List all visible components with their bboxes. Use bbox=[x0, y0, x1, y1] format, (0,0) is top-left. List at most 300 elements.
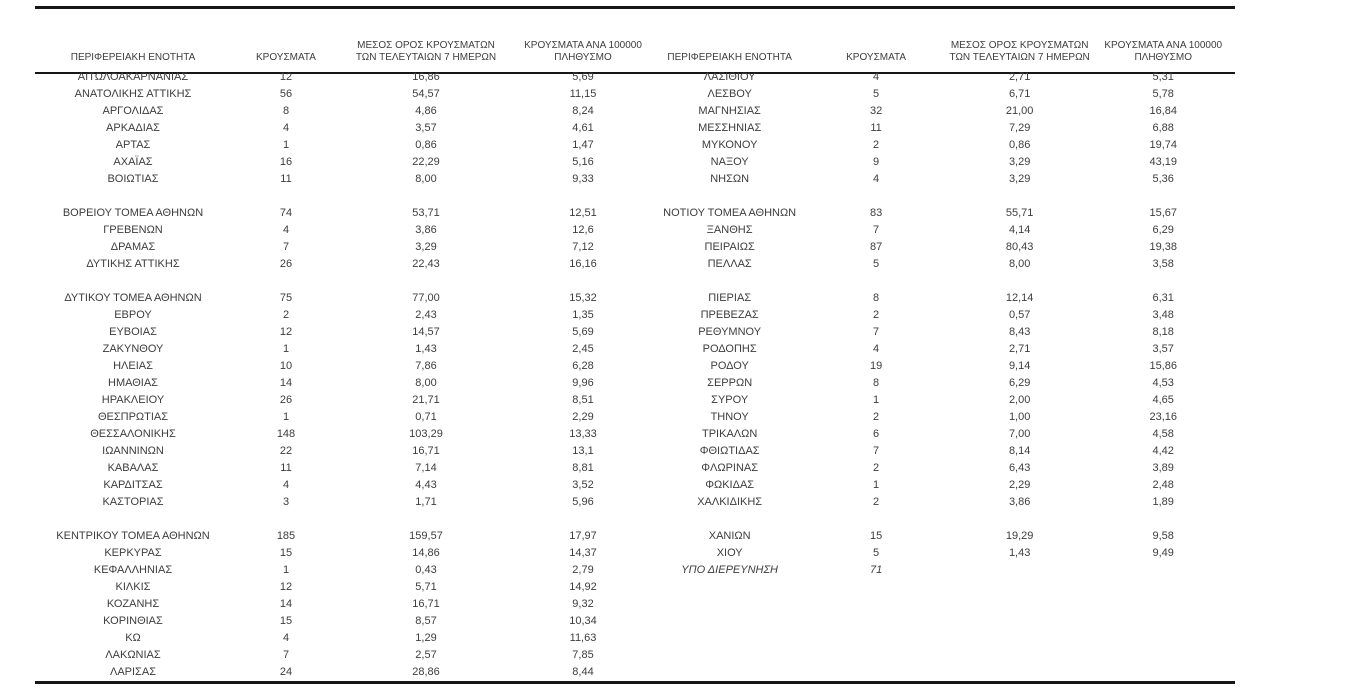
cell-cases: 5 bbox=[873, 258, 880, 270]
header-per100k-line1: ΚΡΟΥΣΜΑΤΑ ΑΝΑ 100000 bbox=[1104, 40, 1223, 51]
table-row bbox=[35, 579, 655, 596]
cell-avg: 1,43 bbox=[1008, 547, 1031, 559]
spacer-row bbox=[35, 188, 655, 205]
cell-per: 9,33 bbox=[572, 173, 594, 185]
table-right-header bbox=[655, 0, 1235, 69]
cell-avg: 8,00 bbox=[415, 377, 437, 389]
cell-region: ΧΑΝΙΩΝ bbox=[708, 530, 751, 542]
cell-avg: 7,86 bbox=[415, 360, 437, 372]
table-row bbox=[35, 545, 655, 562]
table-row bbox=[35, 613, 655, 630]
table-row bbox=[35, 596, 655, 613]
cell-per: 7,85 bbox=[572, 649, 594, 661]
cell-cases: 4 bbox=[282, 122, 290, 134]
cell-cases: 71 bbox=[869, 564, 883, 576]
cell-region: ΝΗΣΩΝ bbox=[710, 173, 750, 185]
cell-avg: 21,00 bbox=[1005, 105, 1034, 117]
cell-cases: 8 bbox=[282, 105, 290, 117]
cell-cases: 22 bbox=[279, 445, 293, 457]
spacer-row bbox=[655, 188, 1235, 205]
table-row bbox=[35, 477, 655, 494]
cell-avg: 4,14 bbox=[1008, 224, 1031, 236]
header-avg7days-line1: ΜΕΣΟΣ ΟΡΟΣ ΚΡΟΥΣΜΑΤΩΝ bbox=[950, 40, 1089, 51]
header-per100k-line2: ΠΛΗΘΥΣΜΟ bbox=[1134, 52, 1192, 63]
cell-avg: 0,57 bbox=[1008, 309, 1031, 321]
cell-region: ΔΥΤΙΚΗΣ ΑΤΤΙΚΗΣ bbox=[86, 258, 180, 270]
cell-cases: 26 bbox=[279, 394, 293, 406]
cell-region: ΝΟΤΙΟΥ ΤΟΜΕΑ ΑΘΗΝΩΝ bbox=[663, 207, 797, 219]
cell-per: 3,89 bbox=[1152, 462, 1174, 474]
cell-avg: 1,00 bbox=[1008, 411, 1031, 423]
cell-avg: 8,00 bbox=[1008, 258, 1031, 270]
cell-avg: 2,71 bbox=[1008, 343, 1031, 355]
cell-per: 13,1 bbox=[572, 445, 594, 457]
cell-cases: 3 bbox=[282, 496, 290, 508]
header-avg7days-line2: ΤΩΝ ΤΕΛΕΥΤΑΙΩΝ 7 ΗΜΕΡΩΝ bbox=[949, 52, 1090, 63]
cell-per: 5,69 bbox=[572, 71, 594, 83]
cell-per: 10,34 bbox=[569, 615, 597, 627]
table-row bbox=[35, 630, 655, 647]
table-row bbox=[655, 324, 1235, 341]
header-per100k-line2: ΠΛΗΘΥΣΜΟ bbox=[554, 52, 612, 63]
table-right-body bbox=[655, 69, 1235, 579]
table-row bbox=[655, 86, 1235, 103]
cell-per: 17,97 bbox=[569, 530, 597, 542]
cell-cases: 7 bbox=[873, 445, 880, 457]
cell-per: 1,47 bbox=[572, 139, 594, 151]
cell-cases: 12 bbox=[279, 326, 293, 338]
cell-region: ΘΕΣΣΑΛΟΝΙΚΗΣ bbox=[90, 428, 176, 440]
cell-cases: 11 bbox=[280, 462, 292, 474]
cell-cases: 75 bbox=[279, 292, 293, 304]
table-row bbox=[35, 222, 655, 239]
cell-per: 16,16 bbox=[569, 258, 597, 270]
cell-avg: 3,29 bbox=[1008, 173, 1031, 185]
cell-avg: 0,43 bbox=[415, 564, 437, 576]
table-row bbox=[655, 307, 1235, 324]
cell-avg: 3,57 bbox=[415, 122, 437, 134]
table-row bbox=[655, 443, 1235, 460]
spacer-row bbox=[655, 511, 1235, 528]
cell-avg: 6,71 bbox=[1008, 88, 1031, 100]
cell-cases: 15 bbox=[279, 547, 293, 559]
cell-avg: 3,86 bbox=[415, 224, 437, 236]
cell-region: ΤΡΙΚΑΛΩΝ bbox=[702, 428, 758, 440]
table-row bbox=[35, 392, 655, 409]
cell-per: 6,28 bbox=[572, 360, 594, 372]
cell-cases: 12 bbox=[279, 581, 293, 593]
cell-cases: 83 bbox=[869, 207, 883, 219]
cell-per: 5,78 bbox=[1152, 88, 1174, 100]
cell-avg: 3,29 bbox=[415, 241, 437, 253]
cell-region: ΒΟΙΩΤΙΑΣ bbox=[107, 173, 159, 185]
cell-region: ΛΑΣΙΘΙΟΥ bbox=[703, 71, 756, 83]
cell-avg: 2,29 bbox=[1008, 479, 1031, 491]
cell-avg: 8,00 bbox=[415, 173, 437, 185]
table-row bbox=[655, 205, 1235, 222]
cell-region: ΠΕΙΡΑΙΩΣ bbox=[704, 241, 755, 253]
table-row bbox=[35, 137, 655, 154]
table-row bbox=[35, 154, 655, 171]
cell-per bbox=[1091, 562, 1235, 579]
cell-avg: 3,29 bbox=[1008, 156, 1031, 168]
cell-cases: 2 bbox=[873, 411, 880, 423]
cell-region: ΑΝΑΤΟΛΙΚΗΣ ΑΤΤΙΚΗΣ bbox=[74, 88, 192, 100]
cell-region: ΚΟΖΑΝΗΣ bbox=[106, 598, 160, 610]
table-row bbox=[655, 392, 1235, 409]
header-avg7days bbox=[948, 40, 1092, 69]
cell-cases: 148 bbox=[276, 428, 296, 440]
cell-region: ΜΥΚΟΝΟΥ bbox=[701, 139, 758, 151]
cell-avg: 22,29 bbox=[412, 156, 440, 168]
cell-region: ΠΡΕΒΕΖΑΣ bbox=[700, 309, 759, 321]
table-row bbox=[35, 239, 655, 256]
cell-cases: 9 bbox=[873, 156, 880, 168]
cell-avg: 1,71 bbox=[415, 496, 437, 508]
cell-per: 4,58 bbox=[1152, 428, 1174, 440]
cell-avg: 55,71 bbox=[1005, 207, 1034, 219]
cell-cases: 2 bbox=[873, 496, 880, 508]
cell-per: 5,31 bbox=[1152, 71, 1174, 83]
cell-region: ΛΑΚΩΝΙΑΣ bbox=[105, 649, 161, 661]
cell-per: 8,44 bbox=[572, 666, 594, 678]
cell-region: ΚΕΦΑΛΛΗΝΙΑΣ bbox=[93, 564, 173, 576]
table-row bbox=[35, 647, 655, 664]
header-region: ΠΕΡΙΦΕΡΕΙΑΚΗ ΕΝΟΤΗΤΑ bbox=[70, 52, 196, 63]
header-avg7days-line1: ΜΕΣΟΣ ΟΡΟΣ ΚΡΟΥΣΜΑΤΩΝ bbox=[357, 40, 495, 51]
cell-per: 6,88 bbox=[1152, 122, 1174, 134]
table-row bbox=[35, 256, 655, 273]
cell-region: ΔΥΤΙΚΟΥ ΤΟΜΕΑ ΑΘΗΝΩΝ bbox=[64, 292, 202, 304]
cell-region: ΚΑΡΔΙΤΣΑΣ bbox=[103, 479, 163, 491]
cell-per: 19,74 bbox=[1149, 139, 1177, 151]
cell-per: 3,58 bbox=[1152, 258, 1174, 270]
table-row bbox=[35, 409, 655, 426]
table-row bbox=[35, 664, 655, 681]
cell-cases: 5 bbox=[873, 547, 880, 559]
cell-cases: 1 bbox=[282, 411, 290, 423]
table-row bbox=[655, 103, 1235, 120]
cell-cases: 8 bbox=[873, 377, 880, 389]
table-row bbox=[35, 341, 655, 358]
cell-region: ΑΡΓΟΛΙΔΑΣ bbox=[102, 105, 164, 117]
cell-avg: 159,57 bbox=[409, 530, 443, 542]
table-row bbox=[655, 562, 1235, 579]
cell-cases: 6 bbox=[873, 428, 880, 440]
cell-cases: 185 bbox=[276, 530, 296, 542]
table-row bbox=[655, 120, 1235, 137]
spacer-row bbox=[35, 511, 655, 528]
table-row bbox=[655, 528, 1235, 545]
cell-per: 11,15 bbox=[569, 88, 597, 100]
table-row bbox=[655, 494, 1235, 511]
header-region: ΠΕΡΙΦΕΡΕΙΑΚΗ ΕΝΟΤΗΤΑ bbox=[667, 52, 792, 63]
cell-region: ΑΧΑΪΑΣ bbox=[113, 156, 153, 168]
cell-per: 8,51 bbox=[572, 394, 594, 406]
cell-region: ΖΑΚΥΝΘΟΥ bbox=[102, 343, 164, 355]
cell-avg: 2,00 bbox=[1008, 394, 1031, 406]
cell-per: 1,89 bbox=[1152, 496, 1174, 508]
cell-cases: 11 bbox=[280, 173, 292, 185]
table-row bbox=[35, 324, 655, 341]
cell-cases: 74 bbox=[279, 207, 293, 219]
cell-per: 5,16 bbox=[572, 156, 594, 168]
cell-region: ΚΑΣΤΟΡΙΑΣ bbox=[102, 496, 164, 508]
cell-per: 4,61 bbox=[572, 122, 594, 134]
table-row bbox=[35, 307, 655, 324]
cell-cases: 4 bbox=[282, 224, 290, 236]
table-row bbox=[655, 460, 1235, 477]
cell-per: 3,52 bbox=[572, 479, 594, 491]
table-row bbox=[655, 290, 1235, 307]
cell-cases: 11 bbox=[870, 122, 882, 134]
cell-region: ΠΙΕΡΙΑΣ bbox=[708, 292, 752, 304]
table-row bbox=[655, 137, 1235, 154]
cell-cases: 26 bbox=[279, 258, 293, 270]
cell-avg: 0,86 bbox=[1008, 139, 1031, 151]
table-row bbox=[35, 528, 655, 545]
table-row bbox=[655, 477, 1235, 494]
cell-cases: 2 bbox=[873, 462, 880, 474]
cell-region: ΧΑΛΚΙΔΙΚΗΣ bbox=[697, 496, 763, 508]
cell-avg: 4,86 bbox=[415, 105, 437, 117]
cell-per: 15,32 bbox=[569, 292, 597, 304]
cell-avg: 7,00 bbox=[1008, 428, 1031, 440]
cell-region: ΑΡΤΑΣ bbox=[115, 139, 151, 151]
cell-region: ΚΑΒΑΛΑΣ bbox=[107, 462, 159, 474]
cell-avg: 8,57 bbox=[415, 615, 437, 627]
cell-avg: 54,57 bbox=[412, 88, 440, 100]
cell-per: 6,29 bbox=[1152, 224, 1174, 236]
cell-per: 43,19 bbox=[1149, 156, 1177, 168]
table-row bbox=[655, 222, 1235, 239]
cell-cases: 32 bbox=[869, 105, 883, 117]
bottom-rule bbox=[35, 681, 1235, 684]
cell-avg: 14,86 bbox=[412, 547, 440, 559]
cell-per: 23,16 bbox=[1149, 411, 1177, 423]
cell-region: ΘΕΣΠΡΩΤΙΑΣ bbox=[97, 411, 169, 423]
cell-cases: 7 bbox=[282, 649, 290, 661]
cell-avg: 16,71 bbox=[412, 445, 440, 457]
cell-region: ΣΥΡΟΥ bbox=[711, 394, 749, 406]
cell-avg: 0,86 bbox=[415, 139, 437, 151]
cell-avg: 5,71 bbox=[415, 581, 437, 593]
cell-per: 19,38 bbox=[1149, 241, 1177, 253]
regional-cases-tables bbox=[35, 0, 1235, 681]
header-cases: ΚΡΟΥΣΜΑΤΑ bbox=[846, 52, 907, 63]
cell-region: ΗΜΑΘΙΑΣ bbox=[108, 377, 158, 389]
cell-avg: 53,71 bbox=[412, 207, 440, 219]
cell-avg: 12,14 bbox=[1005, 292, 1034, 304]
table-row bbox=[35, 69, 655, 86]
table-row bbox=[35, 375, 655, 392]
table-row bbox=[655, 256, 1235, 273]
cell-region: ΛΕΣΒΟΥ bbox=[707, 88, 752, 100]
cell-avg: 14,57 bbox=[412, 326, 440, 338]
cell-avg: 21,71 bbox=[412, 394, 440, 406]
cell-per: 11,63 bbox=[569, 632, 597, 644]
cell-avg: 16,71 bbox=[412, 598, 440, 610]
cell-avg: 2,57 bbox=[415, 649, 437, 661]
spacer-row bbox=[655, 273, 1235, 290]
cell-cases: 14 bbox=[279, 377, 293, 389]
cell-region: ΧΙΟΥ bbox=[716, 547, 743, 559]
cell-cases: 8 bbox=[873, 292, 880, 304]
table-row bbox=[655, 545, 1235, 562]
cell-cases: 12 bbox=[279, 71, 293, 83]
cell-avg: 16,86 bbox=[412, 71, 440, 83]
cell-per: 9,58 bbox=[1152, 530, 1174, 542]
cell-avg: 6,29 bbox=[1008, 377, 1031, 389]
table-row bbox=[655, 171, 1235, 188]
cell-per: 15,67 bbox=[1149, 207, 1177, 219]
cell-per: 15,86 bbox=[1149, 360, 1177, 372]
cell-cases: 15 bbox=[279, 615, 293, 627]
cell-region: ΑΡΚΑΔΙΑΣ bbox=[106, 122, 160, 134]
cell-region: ΦΛΩΡΙΝΑΣ bbox=[701, 462, 759, 474]
cell-cases: 4 bbox=[282, 479, 290, 491]
cell-per: 2,79 bbox=[572, 564, 594, 576]
cell-cases: 4 bbox=[282, 632, 290, 644]
cell-region: ΣΕΡΡΩΝ bbox=[707, 377, 753, 389]
header-per100k bbox=[1091, 40, 1235, 69]
cell-avg: 80,43 bbox=[1005, 241, 1034, 253]
cell-cases: 16 bbox=[279, 156, 293, 168]
table-row bbox=[35, 205, 655, 222]
cell-per: 2,45 bbox=[572, 343, 594, 355]
cell-avg: 1,29 bbox=[415, 632, 437, 644]
cell-cases: 87 bbox=[869, 241, 883, 253]
table-row bbox=[655, 69, 1235, 86]
cell-per: 9,32 bbox=[572, 598, 594, 610]
cell-cases: 2 bbox=[873, 309, 880, 321]
cell-region: ΔΡΑΜΑΣ bbox=[110, 241, 156, 253]
table-row bbox=[35, 426, 655, 443]
table-row bbox=[35, 290, 655, 307]
cell-region: ΝΑΞΟΥ bbox=[710, 156, 749, 168]
header-cases: ΚΡΟΥΣΜΑΤΑ bbox=[256, 52, 316, 63]
cell-per: 9,49 bbox=[1152, 547, 1174, 559]
cell-per: 4,42 bbox=[1152, 445, 1174, 457]
cell-avg: 7,29 bbox=[1008, 122, 1031, 134]
header-avg7days-line2: ΤΩΝ ΤΕΛΕΥΤΑΙΩΝ 7 ΗΜΕΡΩΝ bbox=[355, 52, 497, 63]
table-left bbox=[35, 0, 655, 681]
table-left-header bbox=[35, 0, 655, 69]
cell-region: ΕΥΒΟΙΑΣ bbox=[109, 326, 157, 338]
cell-cases: 4 bbox=[873, 343, 880, 355]
cell-avg: 1,43 bbox=[415, 343, 437, 355]
cell-cases: 2 bbox=[873, 139, 880, 151]
table-row bbox=[655, 154, 1235, 171]
cell-per: 13,33 bbox=[569, 428, 597, 440]
cell-per: 7,12 bbox=[572, 241, 594, 253]
cell-avg: 6,43 bbox=[1008, 462, 1031, 474]
cell-avg: 9,14 bbox=[1008, 360, 1031, 372]
cell-region: ΚΩ bbox=[125, 632, 141, 644]
cell-region: ΕΒΡΟΥ bbox=[114, 309, 152, 321]
cell-avg: 3,86 bbox=[1008, 496, 1031, 508]
cell-region: ΜΑΓΝΗΣΙΑΣ bbox=[698, 105, 761, 117]
cell-cases: 7 bbox=[873, 326, 880, 338]
cell-cases: 24 bbox=[279, 666, 293, 678]
cell-avg: 8,14 bbox=[1008, 445, 1031, 457]
cell-region: ΛΑΡΙΣΑΣ bbox=[109, 666, 156, 678]
cell-avg: 22,43 bbox=[412, 258, 440, 270]
cell-region: ΡΟΔΟΥ bbox=[710, 360, 749, 372]
cell-per: 1,35 bbox=[572, 309, 594, 321]
table-row bbox=[655, 375, 1235, 392]
cell-region: ΦΩΚΙΔΑΣ bbox=[705, 479, 755, 491]
cell-cases: 1 bbox=[873, 479, 880, 491]
cell-avg: 8,43 bbox=[1008, 326, 1031, 338]
cell-per: 5,96 bbox=[572, 496, 594, 508]
cell-avg: 28,86 bbox=[412, 666, 440, 678]
cell-cases: 5 bbox=[873, 88, 880, 100]
cell-cases: 7 bbox=[873, 224, 880, 236]
cell-region: ΙΩΑΝΝΙΝΩΝ bbox=[102, 445, 164, 457]
cell-per: 2,29 bbox=[572, 411, 594, 423]
spacer-row bbox=[35, 273, 655, 290]
cell-avg: 77,00 bbox=[412, 292, 440, 304]
cell-per: 6,31 bbox=[1152, 292, 1174, 304]
cell-region: ΚΕΝΤΡΙΚΟΥ ΤΟΜΕΑ ΑΘΗΝΩΝ bbox=[56, 530, 210, 542]
cell-cases: 10 bbox=[279, 360, 293, 372]
cell-cases: 1 bbox=[282, 139, 290, 151]
cell-per: 3,48 bbox=[1152, 309, 1174, 321]
table-row bbox=[35, 460, 655, 477]
cell-cases: 1 bbox=[873, 394, 880, 406]
cell-per: 5,36 bbox=[1152, 173, 1174, 185]
table-row bbox=[655, 239, 1235, 256]
cell-region: ΠΕΛΛΑΣ bbox=[707, 258, 752, 270]
cell-region: ΗΛΕΙΑΣ bbox=[113, 360, 153, 372]
cell-region: ΡΕΘΥΜΝΟΥ bbox=[698, 326, 762, 338]
cell-cases: 56 bbox=[279, 88, 293, 100]
cell-per: 5,69 bbox=[572, 326, 594, 338]
cell-cases: 7 bbox=[282, 241, 290, 253]
cell-region: ΞΑΝΘΗΣ bbox=[706, 224, 753, 236]
cell-per: 16,84 bbox=[1149, 105, 1177, 117]
cell-region: ΓΡΕΒΕΝΩΝ bbox=[103, 224, 163, 236]
cell-region: ΜΕΣΣΗΝΙΑΣ bbox=[698, 122, 762, 134]
cell-per: 8,24 bbox=[572, 105, 594, 117]
cell-avg: 2,43 bbox=[415, 309, 437, 321]
table-row bbox=[655, 341, 1235, 358]
cell-per: 8,81 bbox=[572, 462, 594, 474]
cell-region: ΥΠΟ ΔΙΕΡΕΥΝΗΣΗ bbox=[681, 564, 779, 576]
cell-avg: 103,29 bbox=[409, 428, 443, 440]
table-row bbox=[35, 120, 655, 137]
cell-per: 12,51 bbox=[569, 207, 597, 219]
cell-region: ΚΙΛΚΙΣ bbox=[115, 581, 151, 593]
cell-per: 4,53 bbox=[1152, 377, 1174, 389]
cell-cases: 2 bbox=[282, 309, 290, 321]
table-row bbox=[35, 86, 655, 103]
cell-per: 14,92 bbox=[569, 581, 597, 593]
cell-avg: 4,43 bbox=[415, 479, 437, 491]
cell-cases: 14 bbox=[279, 598, 293, 610]
cell-region: ΡΟΔΟΠΗΣ bbox=[702, 343, 757, 355]
cell-cases: 15 bbox=[869, 530, 883, 542]
cell-per: 14,37 bbox=[569, 547, 597, 559]
cell-cases: 1 bbox=[282, 343, 290, 355]
header-per100k-line1: ΚΡΟΥΣΜΑΤΑ ΑΝΑ 100000 bbox=[524, 40, 642, 51]
cell-region: ΚΟΡΙΝΘΙΑΣ bbox=[103, 615, 163, 627]
cell-per: 9,96 bbox=[572, 377, 594, 389]
cell-avg: 0,71 bbox=[415, 411, 437, 423]
table-row bbox=[35, 562, 655, 579]
table-row bbox=[655, 409, 1235, 426]
